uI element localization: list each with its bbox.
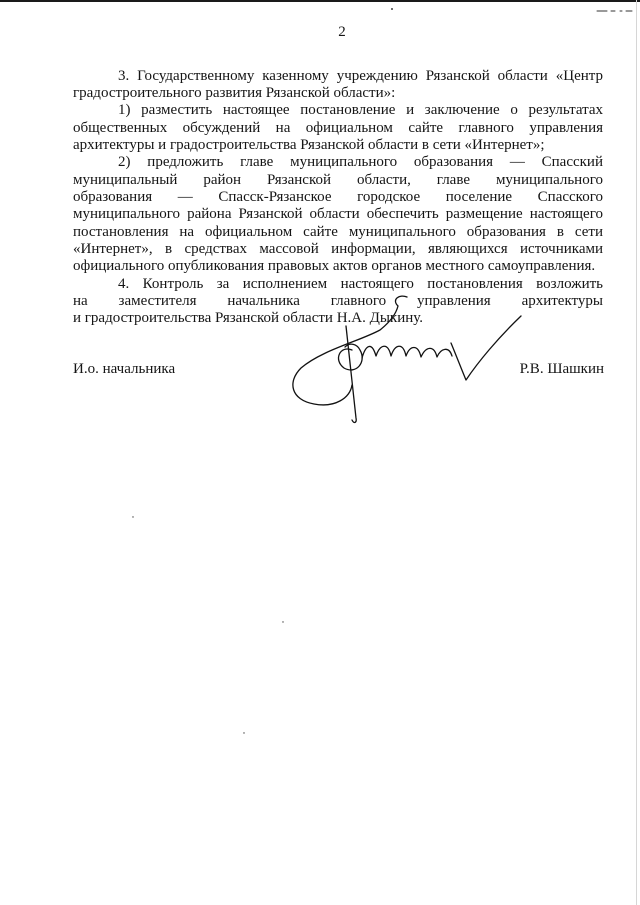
text-line: градостроительного развития Рязанской области»: (73, 84, 396, 101)
text-line: 4. Контроль за исполнением настоящего постановления возложить (118, 275, 603, 292)
text-line: архитектуры и градостроительства Рязанской области в сети «Интернет»; (73, 136, 545, 153)
scan-edge-right (636, 0, 637, 905)
signature-stroke (362, 346, 452, 358)
paragraph-item-3 (73, 68, 603, 103)
text-line: 2) предложить главе муниципального образования — Спасский (118, 154, 603, 171)
page-number: 2 (338, 24, 346, 40)
text-line: на заместителя начальника главного управления архитектуры (73, 292, 603, 309)
scan-edge-top (0, 0, 640, 2)
text-line: постановления на официальном сайте муниципального образования в сети (73, 223, 603, 240)
text-line: 3. Государственному казенному учреждению Рязанской области «Центр (118, 67, 603, 84)
text-line: образования — Спасск-Рязанское городское поселение Спасского (73, 188, 603, 205)
text-line: официального опубликования правовых актов органов местного самоуправления. (73, 258, 596, 275)
text-line: муниципальный район Рязанской области, главе муниципального (73, 171, 603, 188)
scan-speck (132, 516, 133, 517)
scan-speck (243, 732, 244, 733)
paragraph-item-4 (73, 276, 603, 328)
signer-name: Р.В. Шашкин (519, 360, 604, 377)
signature-row (73, 360, 604, 378)
text-line: общественных обсуждений на официальном сайте главного управления (73, 119, 603, 136)
scan-speck (282, 621, 283, 622)
scan-speck (391, 8, 393, 10)
paragraph-item-3-1 (73, 102, 603, 154)
paragraph-item-3-2 (73, 154, 603, 275)
document-body (73, 68, 603, 328)
text-line: 1) разместить настоящее постановление и заключение о результатах (118, 102, 603, 119)
signer-position: И.о. начальника (73, 360, 176, 377)
text-line: и градостроительства Рязанской области Н.А. Дыкину. (73, 310, 424, 327)
text-line: «Интернет», в средствах массовой информации, являющихся источниками (73, 240, 603, 257)
text-line: муниципального района Рязанской области обеспечить размещение настоящего (73, 206, 603, 223)
